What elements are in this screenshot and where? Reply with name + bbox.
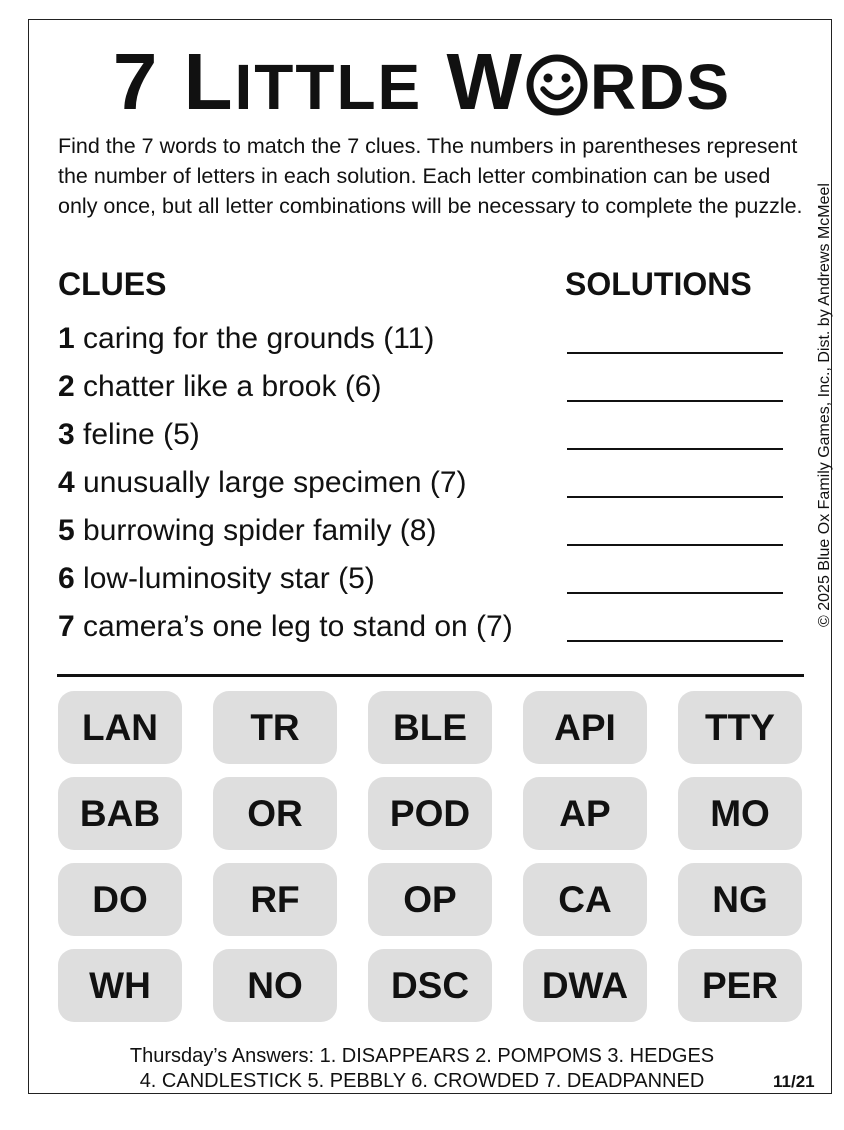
previous-answers-line-2: 4. CANDLESTICK 5. PEBBLY 6. CROWDED 7. DEADPANNED bbox=[139, 1070, 705, 1092]
letter-tile[interactable]: WH bbox=[58, 949, 182, 1022]
clue-number: 5 bbox=[58, 514, 75, 547]
letter-tile[interactable]: TTY bbox=[678, 691, 802, 764]
title-part: RDS bbox=[589, 51, 732, 123]
clue-text: low-luminosity star (5) bbox=[74, 562, 375, 595]
clue-item bbox=[58, 609, 513, 645]
letter-tile[interactable]: NG bbox=[678, 863, 802, 936]
solution-blank-5[interactable] bbox=[567, 544, 783, 546]
clue-text: caring for the grounds (11) bbox=[74, 322, 435, 355]
solution-blank-1[interactable] bbox=[567, 352, 783, 354]
clue-item bbox=[58, 561, 375, 597]
solution-blank-4[interactable] bbox=[567, 496, 783, 498]
clue-item bbox=[58, 417, 200, 453]
clue-text: unusually large specimen (7) bbox=[74, 466, 467, 499]
clue-number: 1 bbox=[58, 322, 75, 355]
title-part: 7 L bbox=[112, 37, 235, 126]
puzzle-date: 11/21 bbox=[773, 1072, 815, 1091]
clue-number: 3 bbox=[58, 418, 75, 451]
solution-blank-2[interactable] bbox=[567, 400, 783, 402]
letter-tile[interactable]: OR bbox=[213, 777, 337, 850]
smiley-icon bbox=[526, 54, 588, 116]
letter-tile[interactable]: LAN bbox=[58, 691, 182, 764]
puzzle-title bbox=[0, 37, 844, 129]
instructions: Find the 7 words to match the 7 clues. The numbers in parentheses represent the number of letters in each solution. Each letter combination can be used only once, but all letter combinations will be necessary to complete the puzzle. bbox=[58, 134, 803, 218]
letter-tile[interactable]: CA bbox=[523, 863, 647, 936]
clue-item bbox=[58, 369, 381, 405]
clue-text: chatter like a brook (6) bbox=[74, 370, 382, 403]
letter-tile[interactable]: NO bbox=[213, 949, 337, 1022]
letter-tile[interactable]: AP bbox=[523, 777, 647, 850]
clue-number: 6 bbox=[58, 562, 75, 595]
letter-tile[interactable]: BLE bbox=[368, 691, 492, 764]
clue-text: feline (5) bbox=[74, 418, 200, 451]
letter-tile[interactable]: TR bbox=[213, 691, 337, 764]
copyright-text: © 2025 Blue Ox Family Games, Inc., Dist. by Andrews McMeel bbox=[816, 183, 833, 627]
solutions-header: SOLUTIONS bbox=[565, 266, 752, 302]
letter-tile[interactable]: BAB bbox=[58, 777, 182, 850]
letter-tile[interactable]: DSC bbox=[368, 949, 492, 1022]
letter-tile[interactable]: API bbox=[523, 691, 647, 764]
clue-number: 4 bbox=[58, 466, 75, 499]
solution-blank-3[interactable] bbox=[567, 448, 783, 450]
previous-answers-line-1: Thursday’s Answers: 1. DISAPPEARS 2. POMPOMS 3. HEDGES bbox=[129, 1045, 715, 1067]
clue-text: burrowing spider family (8) bbox=[74, 514, 437, 547]
copyright-notice bbox=[815, 140, 835, 670]
letter-tile[interactable]: PER bbox=[678, 949, 802, 1022]
clue-item bbox=[58, 513, 436, 549]
clue-item bbox=[58, 321, 434, 357]
divider bbox=[57, 674, 804, 677]
letter-tile[interactable]: DWA bbox=[523, 949, 647, 1022]
clue-number: 2 bbox=[58, 370, 75, 403]
solution-blank-6[interactable] bbox=[567, 592, 783, 594]
clue-number: 7 bbox=[58, 610, 75, 643]
solution-blank-7[interactable] bbox=[567, 640, 783, 642]
letter-tile[interactable]: MO bbox=[678, 777, 802, 850]
clues-header: CLUES bbox=[58, 266, 167, 302]
clue-text: camera’s one leg to stand on (7) bbox=[74, 610, 513, 643]
title-part: ITTLE bbox=[234, 51, 423, 123]
clue-item bbox=[58, 465, 467, 501]
letter-tile[interactable]: DO bbox=[58, 863, 182, 936]
letter-tile[interactable]: POD bbox=[368, 777, 492, 850]
letter-tile[interactable]: RF bbox=[213, 863, 337, 936]
letter-tile[interactable]: OP bbox=[368, 863, 492, 936]
title-part: W bbox=[446, 37, 524, 126]
